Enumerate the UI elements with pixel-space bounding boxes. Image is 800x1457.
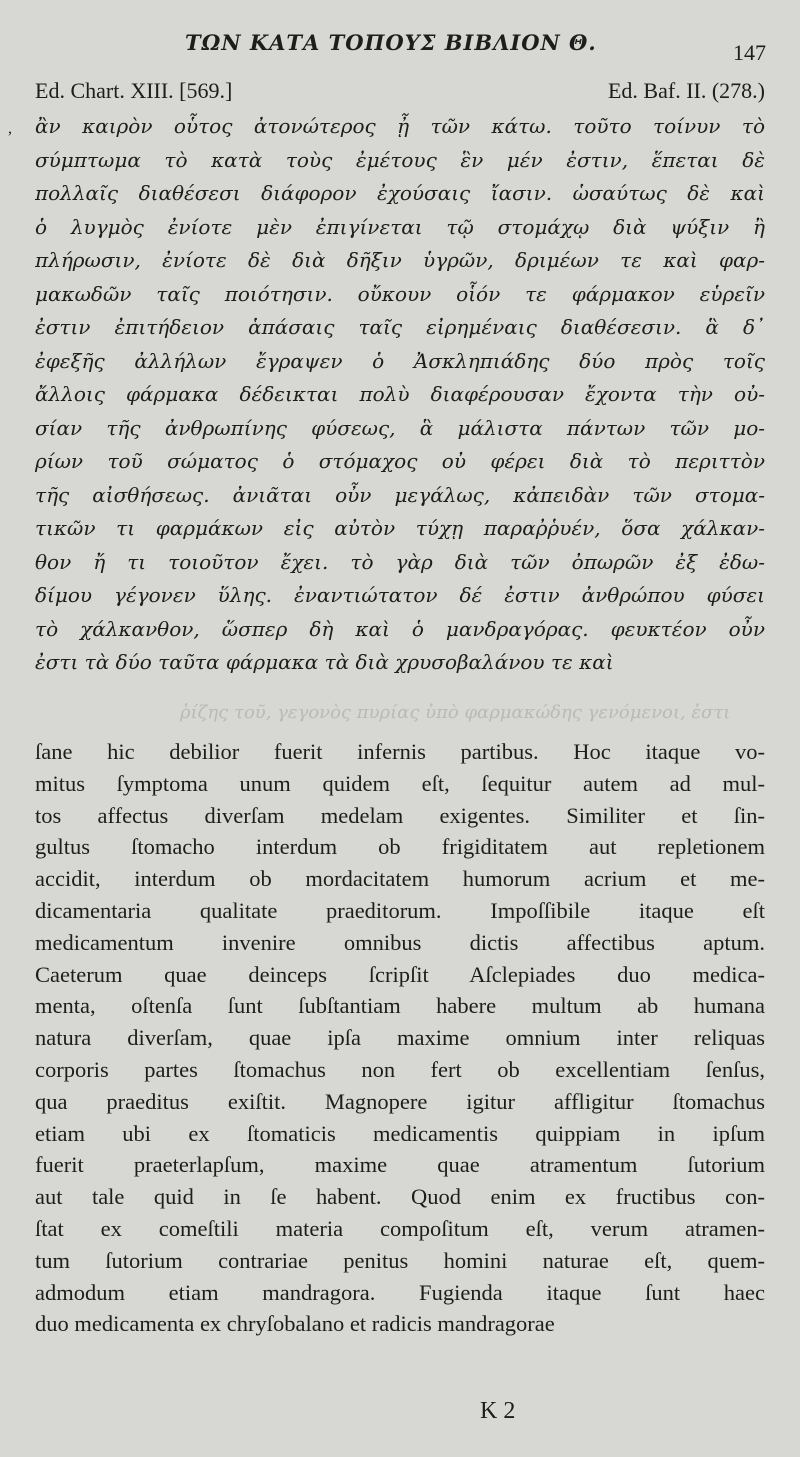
latin-text-line: aut tale quid in ſe habent. Quod enim ex fructibus con- <box>35 1184 765 1210</box>
greek-text-line: τικῶν τι φαρμάκων εἰς αὐτὸν τύχῃ παραῤῥυέν, ὅσα χάλκαν- <box>35 516 765 540</box>
greek-text-line: ἐστιν ἐπιτήδειον ἁπάσαις ταῖς εἰρημέναις διαθέσεσιν. ἃ δ᾽ <box>35 315 765 339</box>
edition-reference-chartier: Ed. Chart. XIII. [569.] <box>35 78 233 103</box>
latin-text-line: Caeterum quae deinceps ſcripſit Aſclepiades duo medica- <box>35 961 765 987</box>
latin-text-line: dicamentaria qualitate praeditorum. Impoſſibile itaque eſt <box>35 897 765 923</box>
latin-text-line: ſtat ex comeſtili materia compoſitum eſt, verum atramen- <box>35 1215 765 1241</box>
latin-text-line: fuerit praeterlapſum, maxime quae atramentum ſutorium <box>35 1152 765 1178</box>
greek-text-line: τὸ χάλκανθον, ὥσπερ δὴ καὶ ὁ μανδραγόρας. φευκτέον οὖν <box>35 616 765 641</box>
greek-text-line: σύμπτωμα τὸ κατὰ τοὺς ἐμέτους ἓν μέν ἐστιν, ἕπεται δὲ <box>35 147 765 172</box>
greek-text-line: δίμου γέγονεν ὕλης. ἐναντιώτατον δέ ἐστιν ἀνθρώπου φύσει <box>35 583 765 607</box>
latin-text-line: tos affectus diverſam medelam exigentes. Similiter et ſin- <box>35 802 765 828</box>
latin-text-line: menta, oſtenſa ſunt ſubſtantiam habere multum ab humana <box>35 993 765 1019</box>
page-number: 147 <box>733 40 766 65</box>
greek-text-line: ἐφεξῆς ἀλλήλων ἔγραψεν ὁ Ἀσκληπιάδης δύο πρὸς τοῖς <box>35 348 765 373</box>
greek-text-line: πλήρωσιν, ἐνίοτε δὲ διὰ δῆξιν ὑγρῶν, δριμέων τε καὶ φαρ- <box>35 248 765 272</box>
edition-reference-line <box>35 78 765 108</box>
greek-text-line: ἂν καιρὸν οὗτος ἀτονώτερος ᾖ τῶν κάτω. τοῦτο τοίνυν τὸ <box>35 114 765 138</box>
latin-text-line: duo medicamenta ex chryſobalano et radicis mandragorae <box>35 1311 555 1337</box>
latin-text-line: medicamentum invenire omnibus dictis affectibus aptum. <box>35 929 765 955</box>
printer-signature-mark: K 2 <box>480 1398 516 1424</box>
running-title: ΤΩΝ ΚΑΤΑ ΤΟΠΟΥΣ ΒΙΒΛΙΟΝ Θ. <box>185 30 597 55</box>
latin-text-line: etiam ubi ex ſtomaticis medicamentis quippiam in ipſum <box>35 1120 765 1146</box>
greek-text-line: πολλαῖς διαθέσεσι διάφορον ἐχούσαις ἴασιν. ὡσαύτως δὲ καὶ <box>35 181 765 205</box>
latin-text-line: ſane hic debilior fuerit infernis partibus. Hoc itaque vo- <box>35 739 765 764</box>
running-head <box>0 30 800 64</box>
greek-text-line: ὁ λυγμὸς ἐνίοτε μὲν ἐπιγίνεται τῷ στομάχῳ διὰ ψύξιν ἢ <box>35 214 765 239</box>
latin-text-line: admodum etiam mandragora. Fugienda itaque ſunt haec <box>35 1279 765 1305</box>
latin-text-line: corporis partes ſtomachus non fert ob excellentiam ſenſus, <box>35 1056 765 1082</box>
greek-text-block <box>35 110 765 680</box>
greek-text-line: ἄλλοις φάρμακα δέδεικται πολὺ διαφέρουσαν ἔχοντα τὴν οὐ- <box>35 382 765 406</box>
latin-text-block <box>35 736 765 1340</box>
latin-text-line: qua praeditus exiſtit. Magnopere igitur affligitur ſtomachus <box>35 1088 765 1114</box>
greek-text-line: τῆς αἰσθήσεως. ἀνιᾶται οὖν μεγάλως, κἀπειδὰν τῶν στομα- <box>35 482 765 507</box>
edition-reference-basel: Ed. Baf. II. (278.) <box>607 78 765 103</box>
greek-text-line: ρίων τοῦ σώματος ὁ στόμαχος οὐ φέρει διὰ τὸ περιττὸν <box>35 449 765 473</box>
greek-text-line: μακωδῶν ταῖς ποιότησιν. οὔκουν οἷόν τε φάρμακον εὑρεῖν <box>35 281 765 306</box>
latin-text-line: mitus ſymptoma unum quidem eſt, ſequitur autem ad mul- <box>35 770 765 796</box>
greek-text-line: θον ἤ τι τοιοῦτον ἔχει. τὸ γὰρ διὰ τῶν ὀπωρῶν ἐξ ἐδω- <box>35 549 765 574</box>
margin-mark: , <box>8 120 12 137</box>
show-through-line: ῥίζης τοῦ, γεγονὸς πυρίας ὑπὸ φαρμακώδης γενόμενοι, ἐστι <box>180 702 731 723</box>
latin-text-line: tum ſutorium contrariae penitus homini naturae eſt, quem- <box>35 1247 765 1273</box>
greek-text-line: σίαν τῆς ἀνθρωπίνης φύσεως, ἃ μάλιστα πάντων τῶν μο- <box>35 415 765 440</box>
latin-text-line: gultus ſtomacho interdum ob frigiditatem aut repletionem <box>35 834 765 860</box>
latin-text-line: natura diverſam, quae ipſa maxime omnium inter reliquas <box>35 1025 765 1051</box>
greek-text-line: ἐστι τὰ δύο ταῦτα φάρμακα τὰ διὰ χρυσοβαλάνου τε καὶ <box>35 650 614 674</box>
latin-text-line: accidit, interdum ob mordacitatem humorum acrium et me- <box>35 866 765 892</box>
